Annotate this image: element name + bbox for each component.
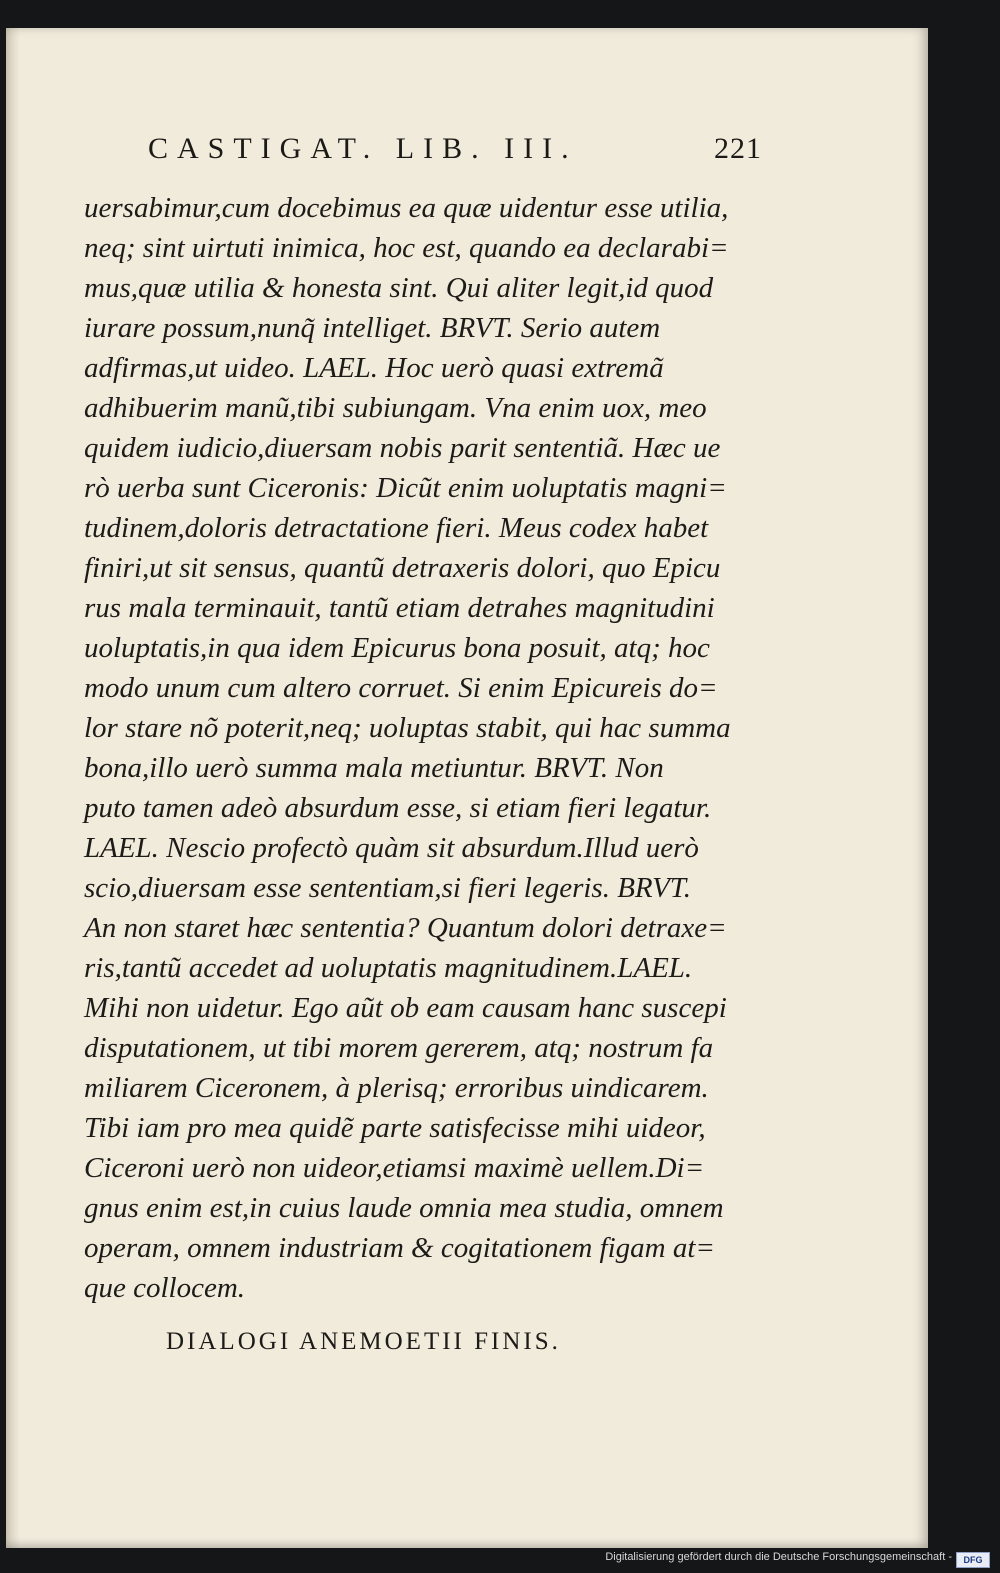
text-line: neq; sint uirtuti inimica, hoc est, quando ea declarabi= <box>84 232 729 264</box>
text-line: finiri,ut sit sensus, quantũ detraxeris dolori, quo Epicu <box>84 552 721 584</box>
body-text <box>84 188 774 1308</box>
text-line: adfirmas,ut uideo. LAEL. Hoc uerò quasi extremã <box>84 352 664 384</box>
colophon: DIALOGI ANEMOETII FINIS. <box>166 1328 561 1355</box>
text-line: rus mala terminauit, tantũ etiam detrahes magnitudini <box>84 592 715 624</box>
dfg-logo-icon: DFG <box>956 1552 990 1568</box>
text-line: Ciceroni uerò non uideor,etiamsi maximè uellem.Di= <box>84 1152 705 1184</box>
text-line: miliarem Ciceronem, à plerisq; erroribus uindicarem. <box>84 1072 709 1104</box>
page-gutter-shadow <box>6 28 20 1548</box>
text-line: que collocem. <box>84 1272 246 1304</box>
text-line: quidem iudicio,diuersam nobis parit sententiã. Hæc ue <box>84 432 721 464</box>
text-line: bona,illo uerò summa mala metiuntur. BRVT. Non <box>84 752 664 784</box>
text-line: An non staret hæc sententia? Quantum dolori detraxe= <box>84 912 727 944</box>
text-line: iurare possum,nunq̃ intelliget. BRVT. Serio autem <box>84 312 661 344</box>
text-line: lor stare nõ poterit,neq; uoluptas stabit, qui hac summa <box>84 712 731 744</box>
text-line: disputationem, ut tibi morem gererem, atq; nostrum fa <box>84 1032 714 1064</box>
text-line: operam, omnem industriam & cogitationem figam at= <box>84 1232 715 1264</box>
text-line: scio,diuersam esse sententiam,si fieri legeris. BRVT. <box>84 872 692 904</box>
running-head: CASTIGAT. LIB. III. <box>148 132 578 165</box>
text-line: Tibi iam pro mea quidẽ parte satisfecisse mihi uideor, <box>84 1112 706 1144</box>
text-line: uersabimur,cum docebimus ea quæ uidentur esse utilia, <box>84 192 729 224</box>
text-line: tudinem,doloris detractatione fieri. Meus codex habet <box>84 512 709 544</box>
text-line: rò uerba sunt Ciceronis: Dicũt enim uoluptatis magni= <box>84 472 727 504</box>
text-line: uoluptatis,in qua idem Epicurus bona posuit, atq; hoc <box>84 632 710 664</box>
text-line: adhibuerim manũ,tibi subiungam. Vna enim uox, meo <box>84 392 707 424</box>
page-header <box>6 132 928 172</box>
text-line: Mihi non uidetur. Ego aũt ob eam causam hanc suscepi <box>84 992 727 1024</box>
text-line: LAEL. Nescio profectò quàm sit absurdum.Illud uerò <box>84 832 699 864</box>
text-line: puto tamen adeò absurdum esse, si etiam fieri legatur. <box>84 792 712 824</box>
book-page <box>6 28 928 1548</box>
text-line: ris,tantũ accedet ad uoluptatis magnitudinem.LAEL. <box>84 952 693 984</box>
funding-credit: Digitalisierung gefördert durch die Deutsche Forschungsgemeinschaft - <box>605 1551 952 1563</box>
text-line: gnus enim est,in cuius laude omnia mea studia, omnem <box>84 1192 724 1224</box>
page-number: 221 <box>714 132 762 165</box>
text-line: mus,quæ utilia & honesta sint. Qui aliter legit,id quod <box>84 272 714 304</box>
text-line: modo unum cum altero corruet. Si enim Epicureis do= <box>84 672 718 704</box>
